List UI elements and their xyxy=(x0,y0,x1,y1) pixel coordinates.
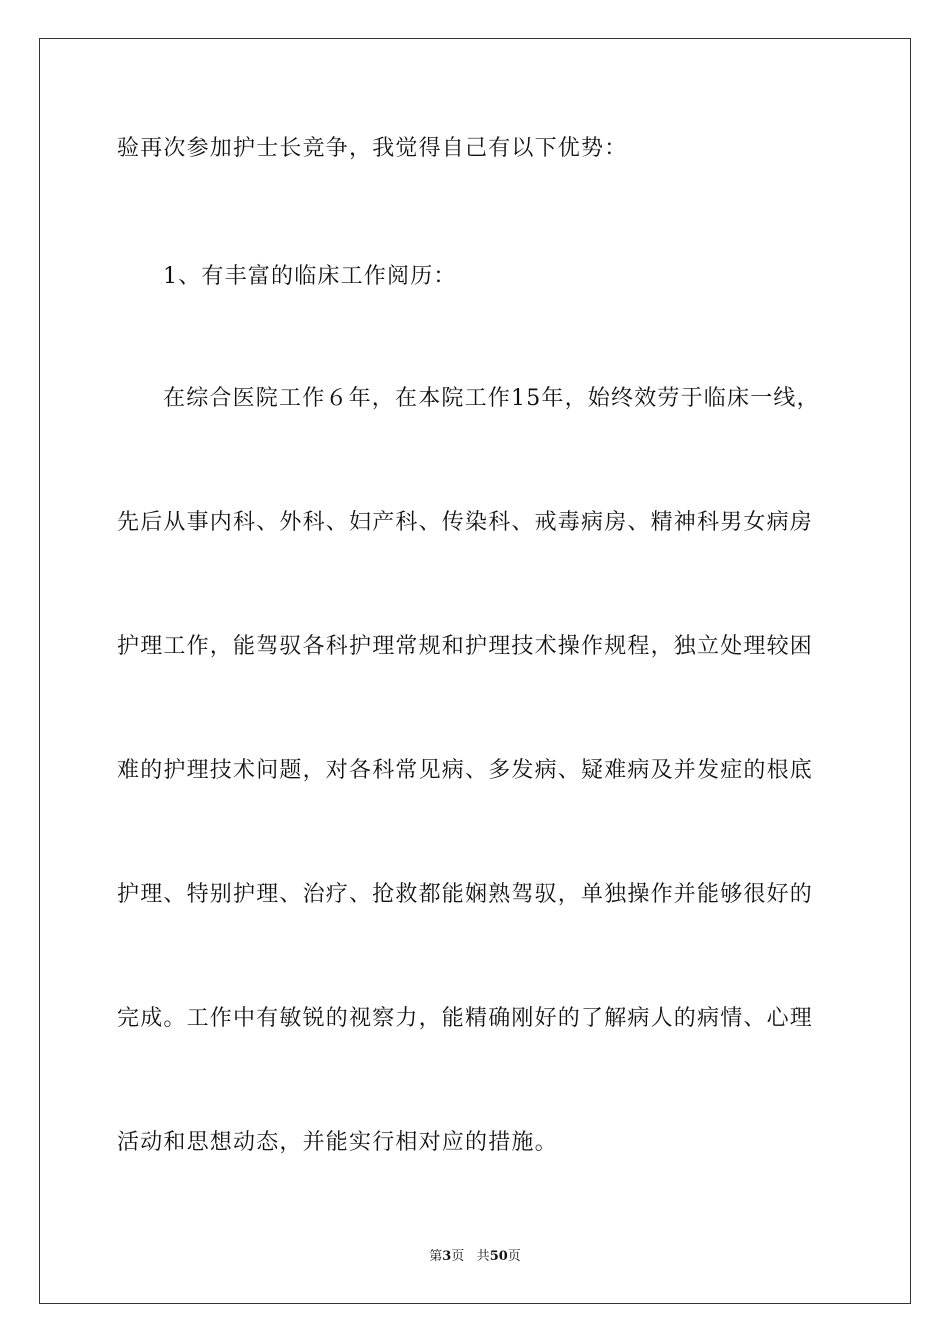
paragraph-line-1: 验再次参加护士长竞争，我觉得自己有以下优势： xyxy=(117,136,628,161)
paragraph-line-4: 先后从事内科、外科、妇产科、传染科、戒毒病房、精神科男女病房 xyxy=(117,510,814,535)
page-border xyxy=(39,38,911,1304)
footer-page-suffix: 页 xyxy=(451,1249,465,1264)
paragraph-line-5: 护理工作，能驾驭各科护理常规和护理技术操作规程，独立处理较困 xyxy=(117,634,814,659)
footer-total-suffix: 页 xyxy=(507,1249,521,1264)
page-footer xyxy=(0,1248,950,1266)
paragraph-line-3: 在综合医院工作６年，在本院工作15年，始终效劳于临床一线， xyxy=(163,386,820,411)
paragraph-line-9: 活动和思想动态，并能实行相对应的措施。 xyxy=(117,1130,558,1155)
footer-total-pages: 50 xyxy=(489,1249,508,1264)
paragraph-line-6: 难的护理技术问题，对各科常见病、多发病、疑难病及并发症的根底 xyxy=(117,758,814,783)
paragraph-line-7: 护理、特别护理、治疗、抢救都能娴熟驾驭，单独操作并能够很好的 xyxy=(117,882,814,907)
footer-total-prefix: 共 xyxy=(476,1249,490,1264)
footer-page-number: 3 xyxy=(442,1249,452,1264)
paragraph-line-8: 完成。工作中有敏锐的视察力，能精确刚好的了解病人的病情、心理 xyxy=(117,1006,814,1031)
section-heading: 1、有丰富的临床工作阅历： xyxy=(163,264,457,289)
footer-page-prefix: 第 xyxy=(429,1249,443,1264)
